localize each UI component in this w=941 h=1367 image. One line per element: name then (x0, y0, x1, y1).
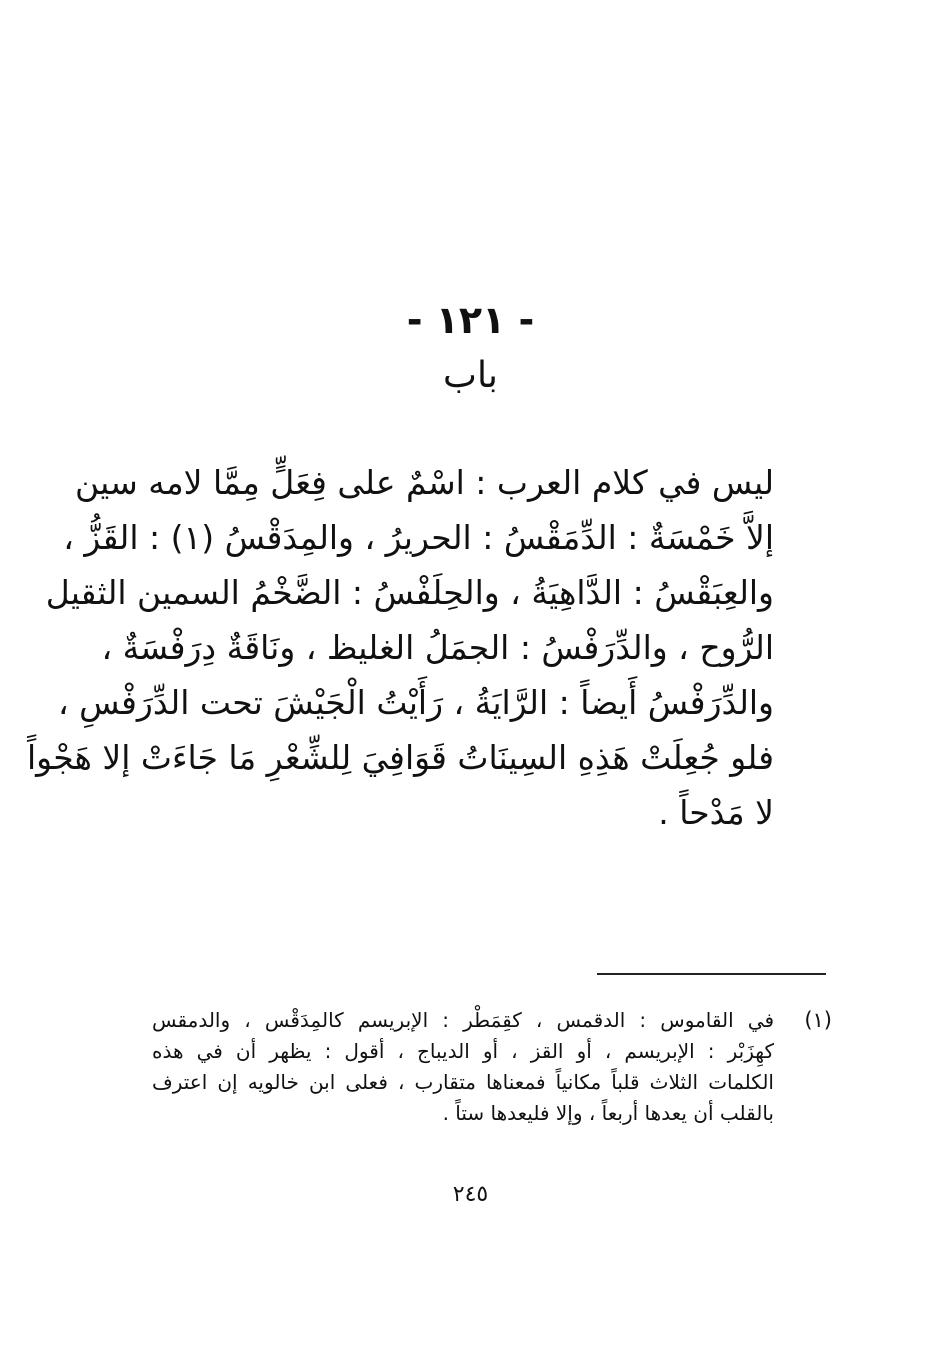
footnote-body (152, 1005, 774, 1129)
main-text-line: ليس في كلام العرب : اسْمٌ على فِعَلٍّ مِمَّا لامه سين (75, 463, 774, 502)
main-text-line: الرُّوح ، والدِّرَفْسُ : الجمَلُ الغليظ ، ونَاقَةٌ دِرَفْسَةٌ ، (101, 628, 774, 667)
chapter-title: باب (443, 355, 498, 396)
footnote-divider (597, 973, 826, 975)
main-text-line: والدِّرَفْسُ أَيضاً : الرَّايَةُ ، رَأَيْتُ الْجَيْشَ تحت الدِّرَفْسِ ، (57, 683, 774, 722)
main-text-line: والعِبَقْسُ : الدَّاهِيَةُ ، والحِلَفْسُ : الضَّخْمُ السمين الثقيل (45, 573, 774, 612)
footnote-line: كهِزَبْر : الإبريسم ، أو القز ، أو الديباج ، أقول : يظهر أن في هذه (152, 1039, 774, 1063)
main-text-line: فلو جُعِلَتْ هَذِهِ السِينَاتُ قَوَافِيَ لِلشِّعْرِ مَا جَاءَتْ إلا هَجْواً (26, 738, 774, 777)
footnote-marker: (١) (804, 1008, 832, 1032)
footnote-line: بالقلب أن يعدها أربعاً ، وإلا فليعدها ستاً . (442, 1101, 774, 1125)
main-text-line: إلاَّ خَمْسَةٌ : الدِّمَقْسُ : الحريرُ ، والمِدَقْسُ (١) : القَزُّ ، (63, 518, 774, 557)
main-text (26, 455, 774, 840)
main-text-line: لا مَدْحاً . (658, 793, 774, 832)
page-number: ٢٤٥ (452, 1182, 489, 1207)
chapter-number: - ١٢١ - (406, 298, 535, 342)
footnote-line: في القاموس : الدقمس ، كقِمَطْر : الإبريسم كالمِدَقْس ، والدمقس (152, 1008, 774, 1032)
footnote-line: الكلمات الثلاث قلباً مكانياً فمعناها متقارب ، فعلى ابن خالويه إن اعترف (152, 1070, 774, 1094)
footnote (152, 1005, 832, 1129)
